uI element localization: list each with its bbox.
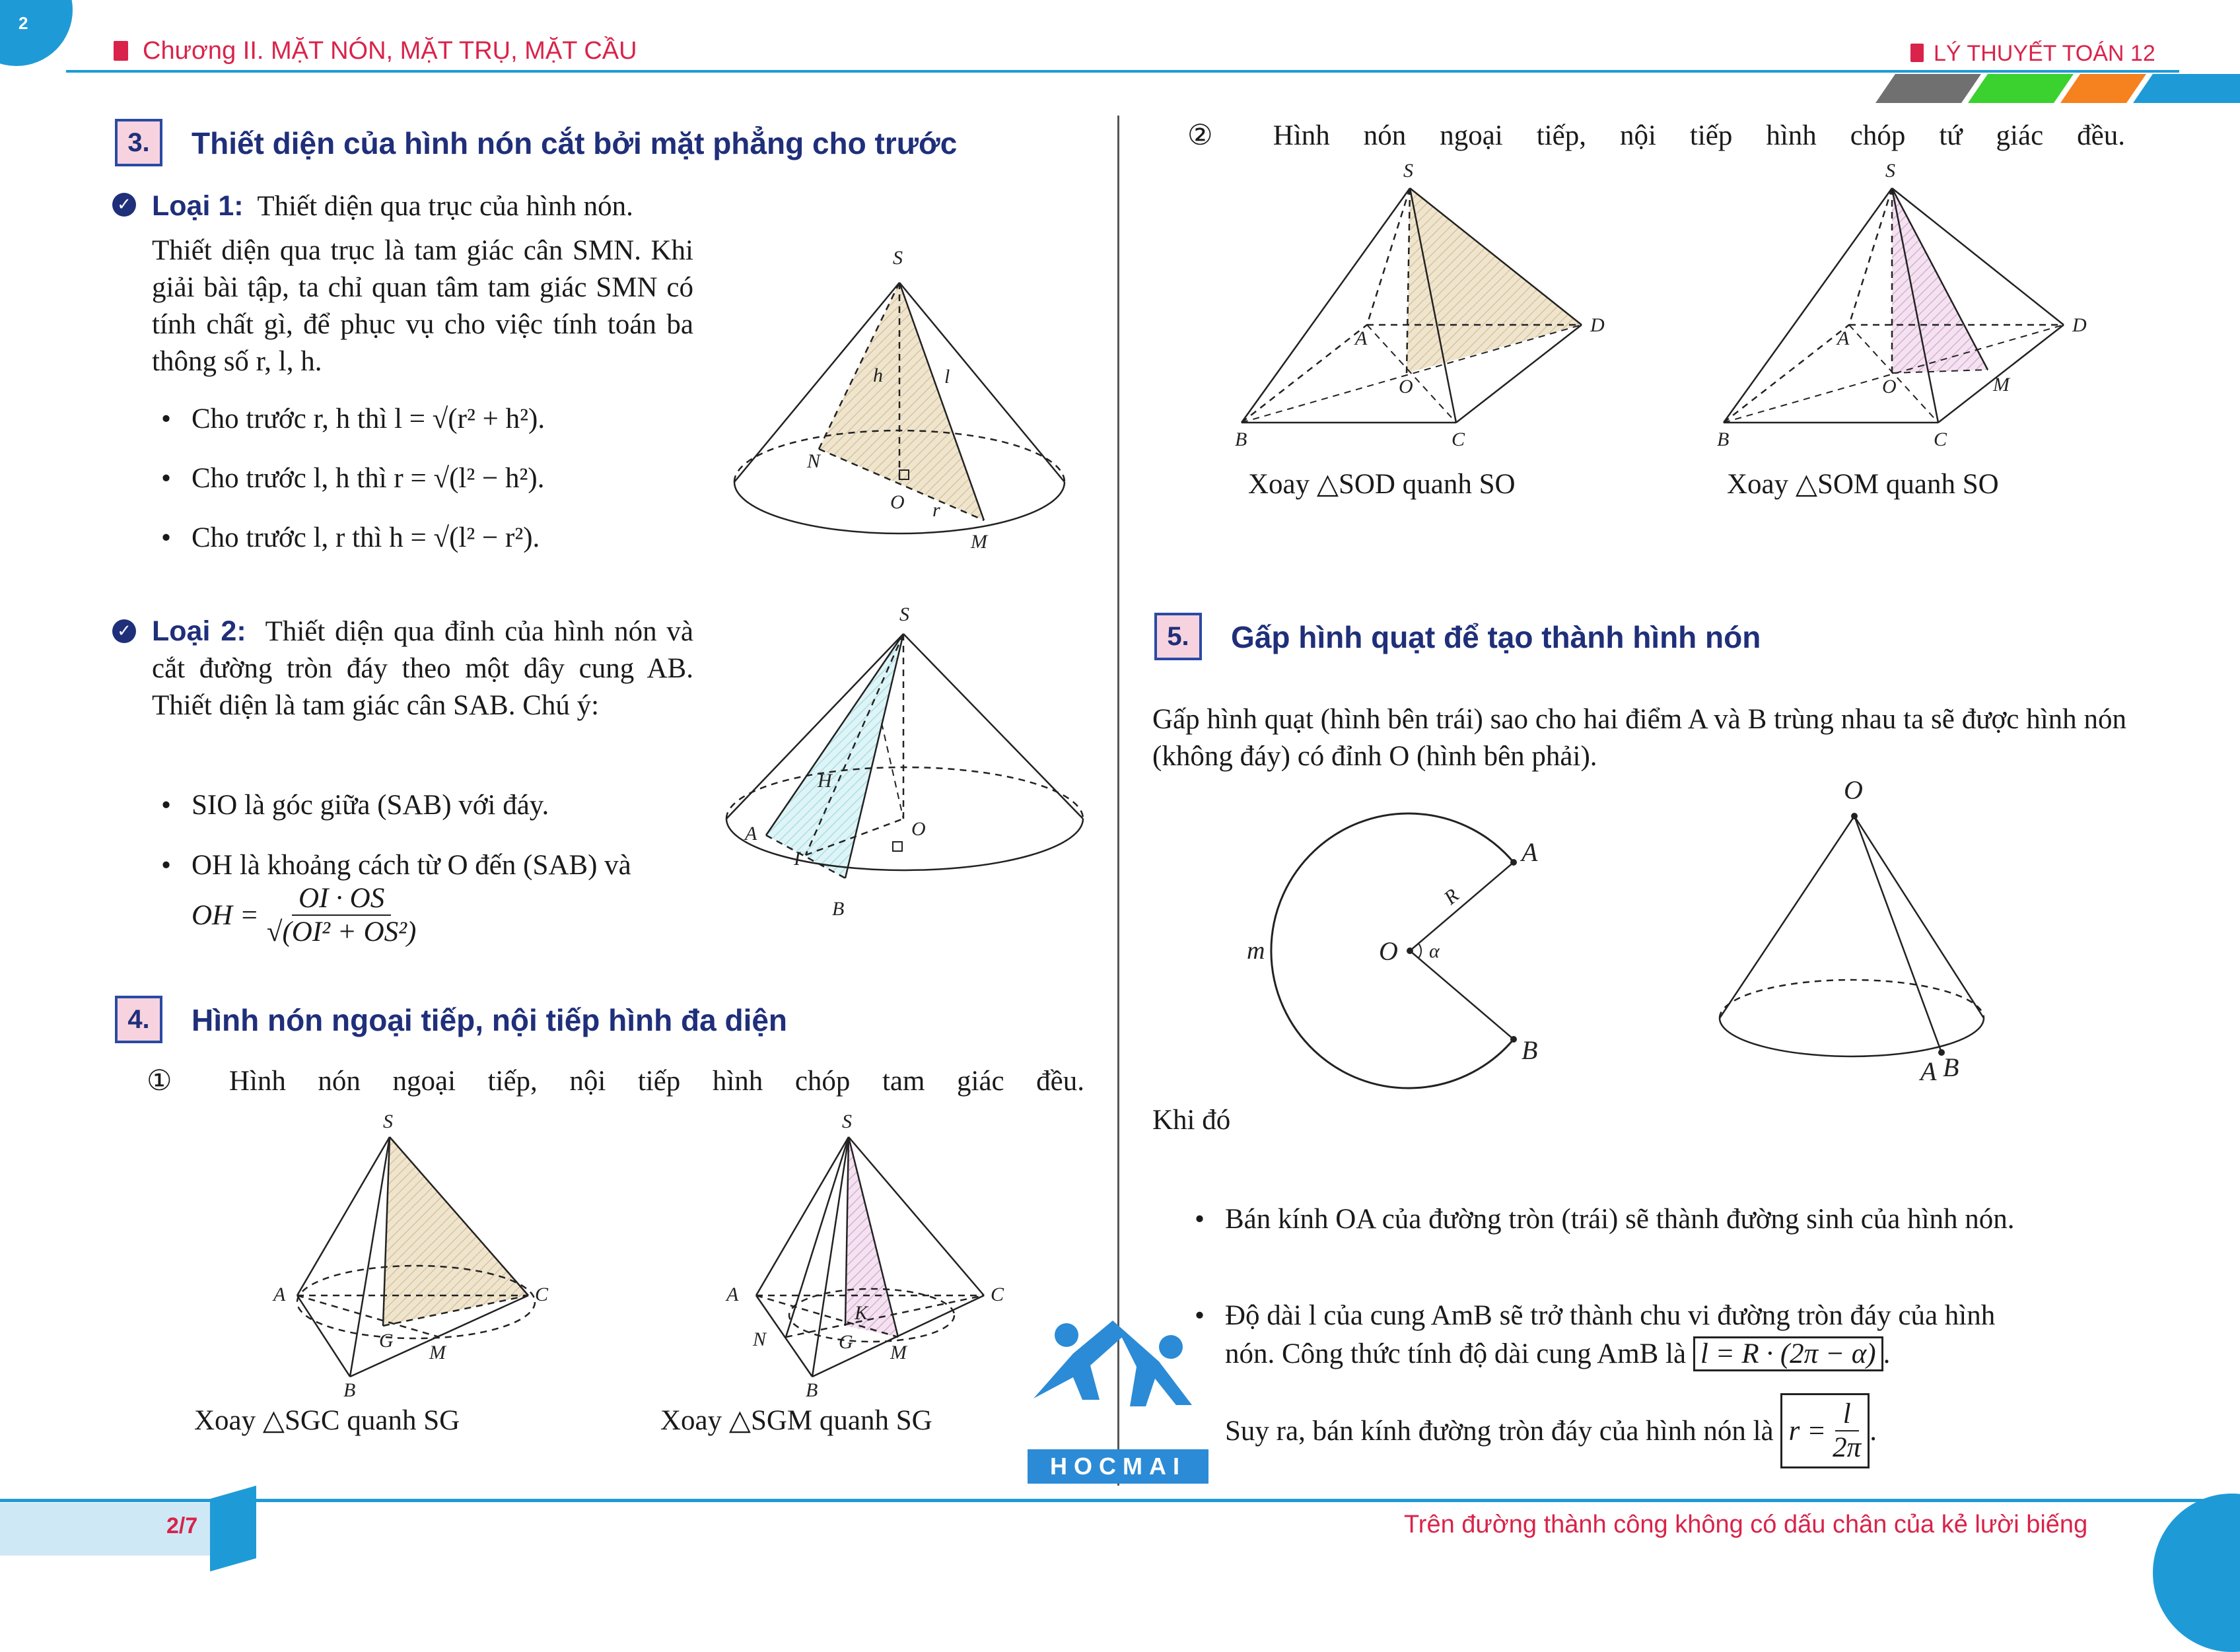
label-O: O xyxy=(1844,775,1863,805)
section-number: 4. xyxy=(115,996,162,1043)
loai1-paragraph: Thiết diện qua trục là tam giác cân SMN. Khi giải bài tập, ta chỉ quan tâm tam giác SMN có tính chất gì, để phục vụ cho việc tính toán ba thông số r, l, h. xyxy=(152,235,693,377)
label-M: M xyxy=(890,1342,907,1363)
label-H: H xyxy=(818,770,832,792)
label-B: B xyxy=(806,1379,818,1401)
label-K: K xyxy=(855,1302,868,1324)
check-icon: ✓ xyxy=(112,193,136,217)
angle-bullet: • SIO là góc giữa (SAB) với đáy. xyxy=(192,789,549,821)
subsection-heading: ① Hình nón ngoại tiếp, nội tiếp hình chóp tam giác đều. xyxy=(147,1066,1084,1097)
label-C: C xyxy=(535,1284,549,1305)
radius-line: Suy ra, bán kính đường tròn đáy của hình nón là r = $\frac{l}{2\pi}$ . xyxy=(1225,1393,1877,1468)
label-S: S xyxy=(1885,160,1895,182)
column-divider xyxy=(1117,116,1119,1486)
arc-length-formula: l = R · (2π − α) xyxy=(1693,1336,1883,1371)
footer-rule xyxy=(0,1499,2206,1502)
header-rule xyxy=(66,70,2179,73)
label-alpha: α xyxy=(1429,940,1440,962)
book-title: LÝ THUYẾT TOÁN 12 xyxy=(1934,41,2155,66)
document-icon xyxy=(114,41,128,61)
label-A: A xyxy=(1355,327,1368,349)
hocmai-logo-figure xyxy=(1027,1314,1212,1439)
label-O: O xyxy=(1379,936,1398,966)
distance-bullet: • OH là khoảng cách từ O đến (SAB) và xyxy=(192,849,631,881)
label-M: M xyxy=(429,1342,446,1363)
label-h: h xyxy=(873,364,883,386)
label-S: S xyxy=(1403,160,1413,182)
formula-bullet: • Cho trước r, h thì l = √(r² + h²). xyxy=(192,403,545,435)
label-O: O xyxy=(911,818,926,840)
triangular-pyramid-figure-2 xyxy=(713,1109,1030,1400)
result-bullet: • Độ dài l của cung AmB sẽ trở thành chu vi đường tròn đáy của hình xyxy=(1225,1299,1995,1332)
triangular-pyramid-figure-1 xyxy=(258,1109,575,1400)
label-B: B xyxy=(832,898,845,920)
label-B: B xyxy=(343,1379,356,1401)
circular-sector-figure xyxy=(1242,806,1558,1096)
label-A: A xyxy=(1522,837,1538,867)
label-C: C xyxy=(991,1284,1004,1305)
footer-page-flag xyxy=(206,1486,259,1571)
section5-paragraph: Gấp hình quạt (hình bên trái) sao cho hai điểm A và B trùng nhau ta sẽ được hình nón (không đáy) có đỉnh O (hình bên phải). xyxy=(1152,704,2126,772)
label-I: I xyxy=(794,848,800,870)
square-pyramid-figure-1 xyxy=(1228,158,1605,450)
figure-caption: Xoay △SOD quanh SO xyxy=(1248,469,1516,500)
label-A: A xyxy=(1837,327,1850,349)
label-A: A xyxy=(726,1284,739,1305)
label-G: G xyxy=(379,1330,394,1352)
footer-motto: Trên đường thành công không có dấu chân của kẻ lười biếng xyxy=(1404,1511,2088,1538)
header-stripes xyxy=(1875,74,2240,104)
label-O: O xyxy=(890,491,905,513)
label-M: M xyxy=(1993,374,2010,396)
label-B: B xyxy=(1235,429,1247,450)
label-O: O xyxy=(1882,376,1897,397)
label-C: C xyxy=(1452,429,1465,450)
label-S: S xyxy=(899,603,909,625)
chapter-title: Chương II. MẶT NÓN, MẶT TRỤ, MẶT CẦU xyxy=(143,37,637,65)
label-A: A xyxy=(1920,1056,1937,1086)
document-icon xyxy=(1910,44,1924,62)
label-N: N xyxy=(807,450,821,472)
loai2-paragraph: Loại 2: Thiết diện qua đỉnh của hình nón và cắt đường tròn đáy theo một dây cung AB. Thiết diện là tam giác cân SAB. Chú ý: xyxy=(152,615,694,721)
page-corner-number: 2 xyxy=(18,13,28,33)
loai1-heading: Loại 1: Thiết diện qua trục của hình nón. xyxy=(152,190,633,222)
label-D: D xyxy=(1590,314,1605,336)
label-A: A xyxy=(745,823,757,844)
label-C: C xyxy=(1934,429,1947,450)
oh-formula: OH = $\frac{OI \cdot OS}{\text{√(OI² + OS²)}}$ xyxy=(192,883,417,947)
apex-section-cone-figure xyxy=(720,601,1090,924)
label-N: N xyxy=(753,1328,767,1350)
label-R: R xyxy=(1440,884,1463,909)
label-A: A xyxy=(273,1284,286,1305)
label-S: S xyxy=(383,1111,393,1132)
check-icon: ✓ xyxy=(112,619,136,643)
khi-do-text: Khi đó xyxy=(1152,1105,1231,1136)
figure-caption: Xoay △SOM quanh SO xyxy=(1727,469,1999,500)
label-B: B xyxy=(1522,1035,1538,1065)
label-S: S xyxy=(842,1111,852,1132)
section-title: Gấp hình quạt để tạo thành hình nón xyxy=(1231,620,1761,654)
figure-caption: Xoay △SGM quanh SG xyxy=(660,1405,932,1436)
label-r: r xyxy=(932,499,940,521)
footer-page-number: 2/7 xyxy=(166,1513,198,1538)
section-number: 5. xyxy=(1154,613,1202,660)
label-M: M xyxy=(971,531,987,553)
formula-bullet: • Cho trước l, r thì h = √(l² − r²). xyxy=(192,522,540,554)
label-B: B xyxy=(1717,429,1730,450)
subsection-heading: ② Hình nón ngoại tiếp, nội tiếp hình chóp tứ giác đều. xyxy=(1187,120,2125,151)
square-pyramid-figure-2 xyxy=(1710,158,2087,450)
hocmai-logo-text: HOCMAI xyxy=(1028,1449,1208,1484)
footer-corner-badge xyxy=(2153,1494,2240,1652)
label-G: G xyxy=(839,1331,853,1353)
formula-bullet: • Cho trước l, h thì r = √(l² − h²). xyxy=(192,462,544,495)
arc-length-line: nón. Công thức tính độ dài cung AmB là l = R · (2π − α) . xyxy=(1225,1338,1890,1370)
label-m: m xyxy=(1247,937,1265,965)
label-B: B xyxy=(1943,1052,1959,1082)
figure-caption: Xoay △SGC quanh SG xyxy=(194,1405,460,1436)
label-S: S xyxy=(893,247,903,269)
folded-cone-figure xyxy=(1710,775,2001,1096)
radius-formula: r = $\frac{l}{2\pi}$ xyxy=(1780,1393,1870,1468)
section-title: Hình nón ngoại tiếp, nội tiếp hình đa diện xyxy=(192,1003,788,1037)
label-D: D xyxy=(2072,314,2087,336)
axial-section-cone-figure xyxy=(726,244,1083,561)
page-corner-badge xyxy=(0,0,73,66)
section-title: Thiết diện của hình nón cắt bởi mặt phẳng cho trước xyxy=(192,126,958,160)
section-number: 3. xyxy=(115,119,162,166)
label-l: l xyxy=(944,366,950,388)
result-bullet: • Bán kính OA của đường tròn (trái) sẽ thành đường sinh của hình nón. xyxy=(1225,1203,2015,1235)
label-O: O xyxy=(1399,376,1413,397)
